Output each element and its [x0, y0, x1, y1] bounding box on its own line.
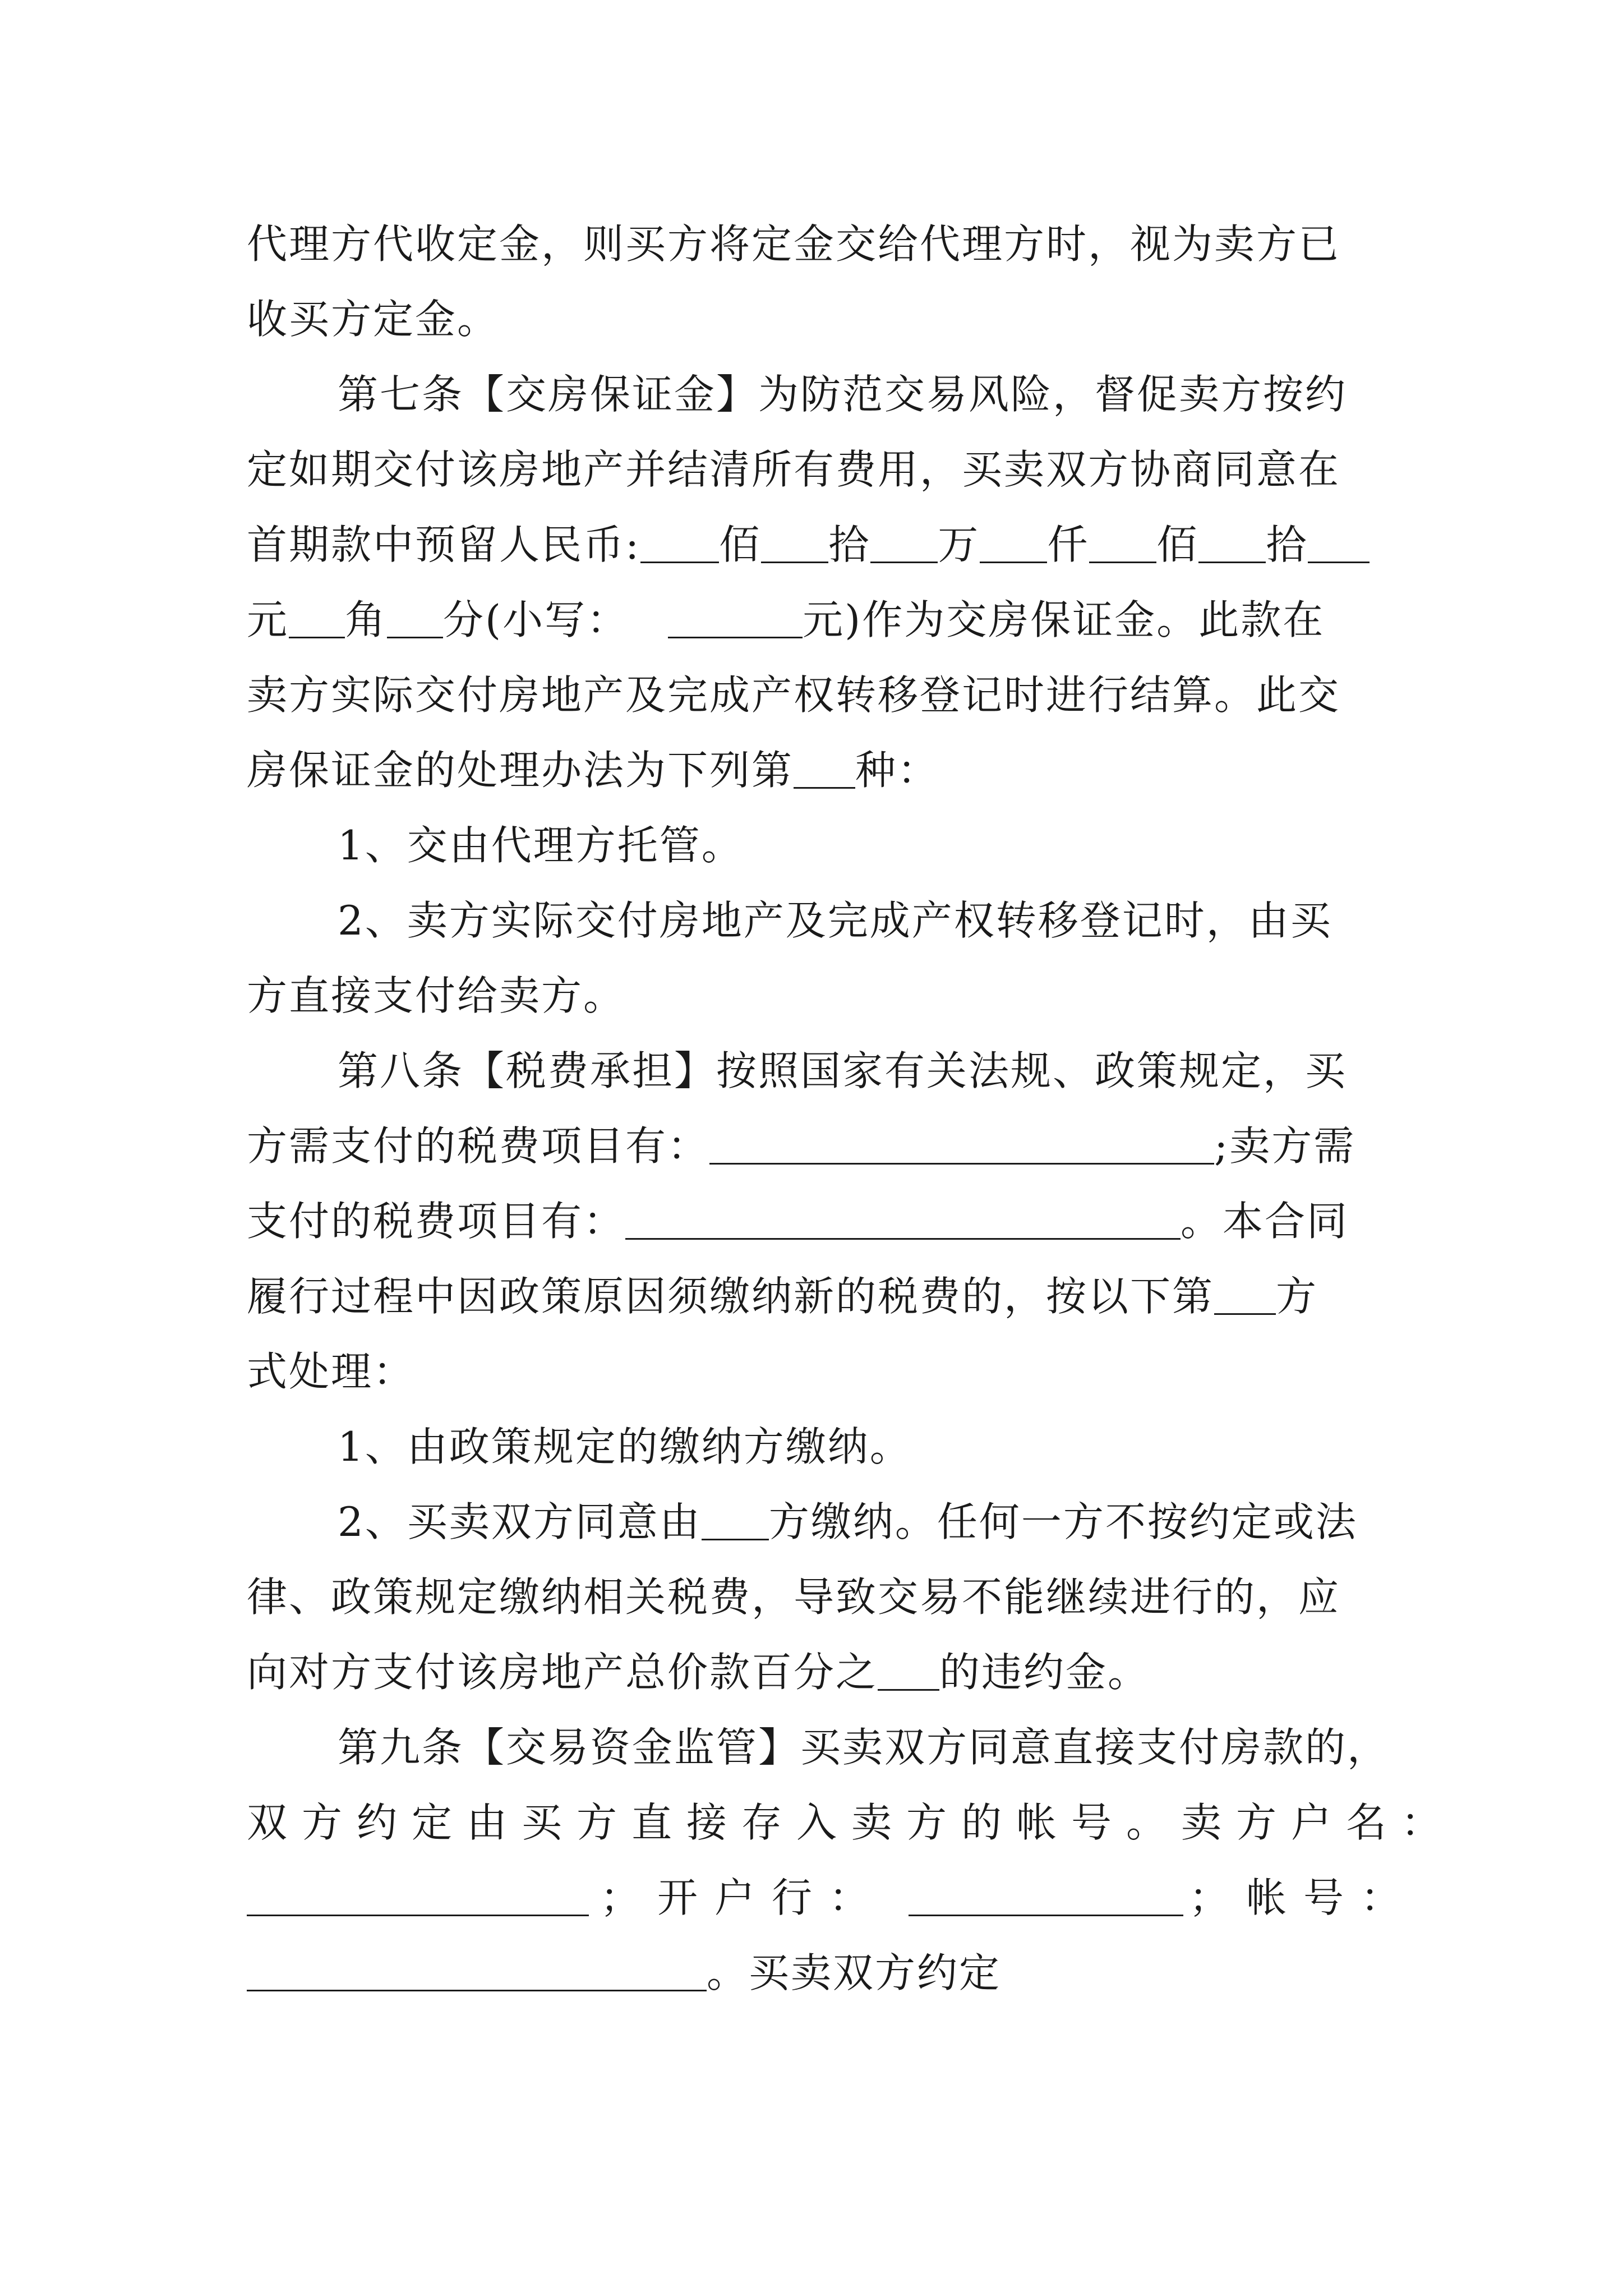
- line-text: 第八条【税费承担】按照国家有关法规、政策规定，买: [338, 1047, 1348, 1094]
- line-text: 佰: [1156, 521, 1199, 568]
- account-number-blank[interactable]: [247, 1939, 707, 1991]
- option-item: [338, 1488, 1385, 1556]
- paragraph-line: [247, 286, 1385, 353]
- line-text: 2、卖方实际交付房地产及完成产权转移登记时，由买: [338, 897, 1332, 944]
- fill-blank[interactable]: [794, 737, 855, 789]
- bank-name-blank[interactable]: [909, 1864, 1183, 1916]
- line-text: 向对方支付该房地产总价款百分之: [247, 1649, 878, 1696]
- fill-blank[interactable]: [1198, 511, 1266, 563]
- line-text: 代理方代收定金，则买方将定金交给代理方时，视为卖方已: [247, 220, 1341, 268]
- paragraph-line: [247, 1939, 1385, 2007]
- fill-blank[interactable]: [702, 1488, 769, 1540]
- paragraph-line: [247, 1639, 1385, 1706]
- paragraph-line: [247, 511, 1385, 578]
- line-text: 万: [938, 521, 980, 568]
- line-text: 第七条【交房保证金】为防范交易风险，督促卖方按约: [338, 371, 1348, 418]
- line-text: 方缴纳。任何一方不按约定或法: [768, 1498, 1358, 1545]
- fill-blank[interactable]: [761, 511, 828, 563]
- line-text: 佰: [719, 521, 762, 568]
- paragraph-line: [247, 1864, 1418, 1931]
- seller-tax-items-blank[interactable]: [625, 1188, 1181, 1240]
- line-text: 收买方定金。: [247, 296, 500, 343]
- line-text: 的违约金。: [939, 1649, 1150, 1696]
- account-name-blank[interactable]: [247, 1864, 589, 1916]
- option-item: [338, 1413, 1385, 1480]
- amount-lowercase-blank[interactable]: [668, 586, 803, 638]
- line-text: 种：: [855, 747, 940, 794]
- line-text: 方: [1276, 1273, 1318, 1320]
- fill-blank[interactable]: [640, 511, 719, 563]
- line-text: 角: [345, 596, 388, 643]
- line-text: 拾: [1266, 521, 1308, 568]
- paragraph-line: [247, 1112, 1385, 1180]
- line-text: 元)作为交房保证金。此款在: [803, 596, 1325, 643]
- paragraph-line: [247, 1188, 1385, 1255]
- paragraph-line: [247, 1338, 1385, 1405]
- paragraph-line: [247, 1263, 1385, 1330]
- fill-blank[interactable]: [1089, 511, 1156, 563]
- line-text: 双方约定由买方直接存入卖方的帐号。卖方户名：: [247, 1799, 1456, 1846]
- line-text: 元: [247, 596, 289, 643]
- line-text: 律、政策规定缴纳相关税费，导致交易不能继续进行的，应: [247, 1573, 1341, 1621]
- fill-blank[interactable]: [289, 586, 345, 638]
- paragraph-line: [247, 661, 1385, 729]
- line-text: ；帐号：: [1189, 1874, 1418, 1921]
- line-text: 。本合同: [1181, 1198, 1349, 1245]
- paragraph-line: [247, 1789, 1456, 1856]
- paragraph-line: [247, 1563, 1385, 1631]
- line-text: 拾: [828, 521, 871, 568]
- line-text: 定如期交付该房地产并结清所有费用，买卖双方协商同意在: [247, 446, 1341, 493]
- line-text: 房保证金的处理办法为下列第: [247, 747, 794, 794]
- article-8-heading: [338, 1037, 1385, 1105]
- line-text: 。买卖双方约定: [707, 1949, 1002, 1996]
- paragraph-line: [247, 586, 1385, 654]
- fill-blank[interactable]: [1308, 511, 1370, 563]
- fill-blank[interactable]: [878, 1639, 939, 1691]
- option-item: [338, 887, 1385, 954]
- paragraph-line: [247, 737, 1385, 804]
- fill-blank[interactable]: [870, 511, 938, 563]
- line-text: 首期款中预留人民币:: [247, 521, 641, 568]
- line-text: 式处理：: [247, 1348, 416, 1395]
- line-text: 仟: [1047, 521, 1090, 568]
- line-text: 1、交由代理方托管。: [338, 822, 744, 869]
- line-text: 2、买卖双方同意由: [338, 1498, 702, 1545]
- line-text: ;卖方需: [1214, 1122, 1356, 1170]
- line-text: ；开户行：: [600, 1874, 887, 1921]
- line-text: 分(小写：: [443, 596, 629, 643]
- fill-blank[interactable]: [980, 511, 1047, 563]
- paragraph-line: [247, 436, 1385, 503]
- article-9-heading: [338, 1714, 1390, 1781]
- option-item: [338, 812, 1385, 879]
- line-text: 方直接支付给卖方。: [247, 972, 626, 1019]
- line-text: 第九条【交易资金监管】买卖双方同意直接支付房款的，: [338, 1724, 1390, 1771]
- line-text: 卖方实际交付房地产及完成产权转移登记时进行结算。此交: [247, 671, 1341, 719]
- line-text: 1、由政策规定的缴纳方缴纳。: [338, 1423, 912, 1470]
- fill-blank[interactable]: [1214, 1263, 1276, 1315]
- article-7-heading: [338, 361, 1385, 428]
- paragraph-line: [247, 962, 1385, 1029]
- fill-blank[interactable]: [387, 586, 443, 638]
- buyer-tax-items-blank[interactable]: [709, 1112, 1214, 1165]
- paragraph-line: [247, 210, 1385, 278]
- line-text: 方需支付的税费项目有：: [247, 1122, 710, 1170]
- line-text: 支付的税费项目有：: [247, 1198, 626, 1245]
- line-text: 履行过程中因政策原因须缴纳新的税费的，按以下第: [247, 1273, 1215, 1320]
